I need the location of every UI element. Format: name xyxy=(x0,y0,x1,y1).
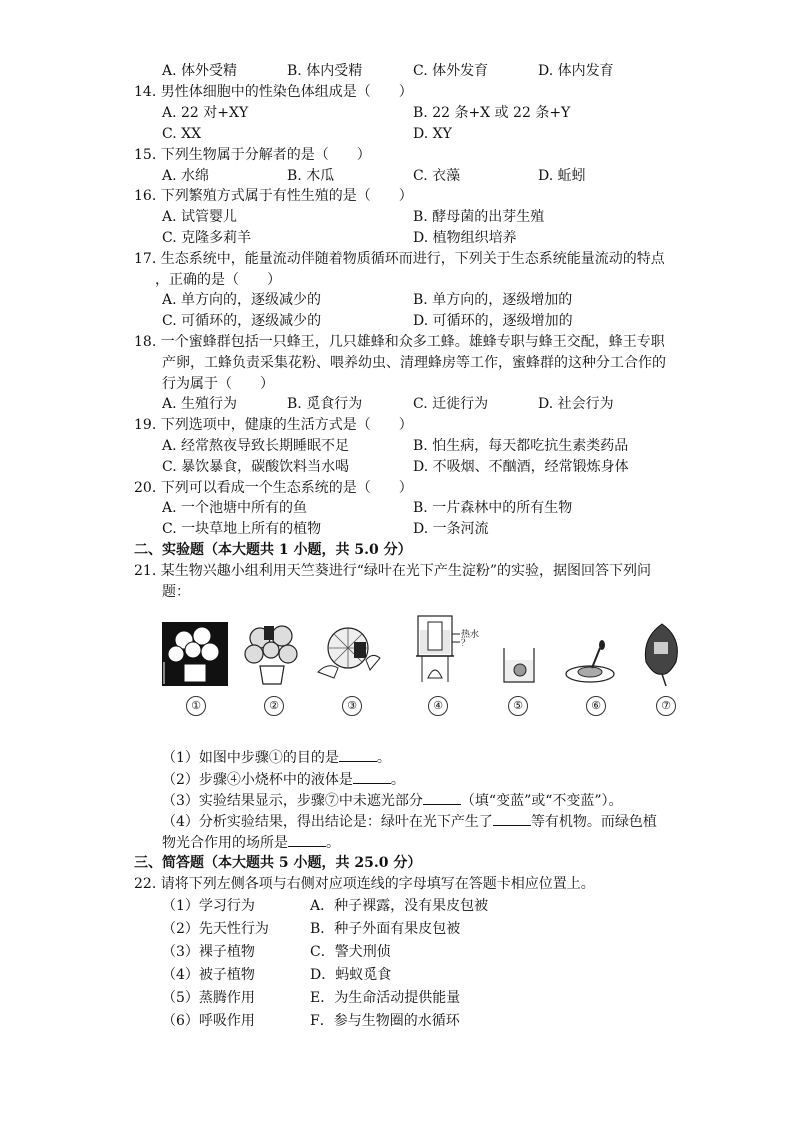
answer-blank[interactable] xyxy=(493,812,531,826)
q18-stem-line1: 18. 一个蜜蜂群包括一只蜂王，几只雄蜂和众多工蜂。雄蜂专职与蜂王交配，蜂王专职 xyxy=(134,334,665,350)
q18-stem-line3: 行为属于（ ） xyxy=(162,376,274,392)
q21-stem-line2: 题： xyxy=(162,584,190,600)
q17-option-a: A. 单方向的，逐级减少的 xyxy=(162,292,322,308)
q16-stem: 16. 下列繁殖方式属于有性生殖的是（ ） xyxy=(134,188,413,204)
q22-right-f: F．参与生物圈的水循环 xyxy=(310,1013,460,1029)
figure-label-1: ① xyxy=(186,696,206,716)
q19-option-d: D. 不吸烟、不酗酒，经常锻炼身体 xyxy=(413,459,629,475)
q18-option-c: C. 迁徙行为 xyxy=(413,396,489,412)
q15-option-c: C. 衣藻 xyxy=(413,168,461,184)
q22-left-1: （1）学习行为 xyxy=(162,898,255,914)
q15-option-a: A. 水绵 xyxy=(162,168,210,184)
q16-option-c: C. 克隆多莉羊 xyxy=(162,230,252,246)
q22-right-c: C．警犬刑侦 xyxy=(310,944,391,960)
q16-option-a: A. 试管婴儿 xyxy=(162,209,238,225)
q21-sub2: （2）步骤④小烧杯中的液体是 。 xyxy=(162,772,405,788)
q20-option-a: A. 一个池塘中所有的鱼 xyxy=(162,500,308,516)
q20-option-d: D. 一条河流 xyxy=(413,521,489,537)
step-3-picking-leaf-image xyxy=(314,618,384,688)
q19-stem: 19. 下列选项中，健康的生活方式是（ ） xyxy=(134,417,413,433)
q22-stem: 22. 请将下列左侧各项与右侧对应项连线的字母填写在答题卡相应位置上。 xyxy=(134,876,595,892)
q17-stem-line1: 17. 生态系统中，能量流动伴随着物质循环而进行，下列关于生态系统能量流动的特点 xyxy=(134,251,665,267)
q14-option-a: A. 22 对+XY xyxy=(162,105,249,121)
step-7-result-leaf-image xyxy=(640,618,684,688)
step-1-dark-plant-image xyxy=(162,622,228,686)
q21-sub3: （3）实验结果显示，步骤⑦中未遮光部分 （填“变蓝”或“不变蓝”）。 xyxy=(162,793,623,809)
q22-left-2: （2）先天性行为 xyxy=(162,921,269,937)
figure-label-5: ⑤ xyxy=(508,696,528,716)
figure-label-7: ⑦ xyxy=(656,696,676,716)
q19-option-c: C. 暴饮暴食，碳酸饮料当水喝 xyxy=(162,459,350,475)
q18-option-a: A. 生殖行为 xyxy=(162,396,238,412)
q22-left-3: （3）裸子植物 xyxy=(162,944,255,960)
unknown-liquid-label: ？ xyxy=(461,639,471,649)
q15-option-b: B. 木瓜 xyxy=(287,168,335,184)
q14-stem: 14. 男性体细胞中的性染色体组成是（ ） xyxy=(134,84,413,100)
experiment-figure xyxy=(162,618,682,718)
q13-option-c: C. 体外发育 xyxy=(413,63,489,79)
q17-option-b: B. 单方向的，逐级增加的 xyxy=(413,292,573,308)
step-4-water-bath-image xyxy=(412,612,484,688)
q13-option-b: B. 体内受精 xyxy=(287,63,363,79)
q17-option-d: D. 可循环的，逐级增加的 xyxy=(413,313,573,329)
q22-right-a: A．种子裸露，没有果皮包被 xyxy=(310,898,489,914)
q16-option-b: B. 酵母菌的出芽生殖 xyxy=(413,209,545,225)
q19-option-a: A. 经常熬夜导致长期睡眠不足 xyxy=(162,438,350,454)
q18-option-d: D. 社会行为 xyxy=(538,396,614,412)
q21-stem-line1: 21. 某生物兴趣小组利用天竺葵进行“绿叶在光下产生淀粉”的实验，据图回答下列问 xyxy=(134,563,652,579)
q20-stem: 20. 下列可以看成一个生态系统的是（ ） xyxy=(134,480,413,496)
q17-option-c: C. 可循环的，逐级减少的 xyxy=(162,313,322,329)
q13-option-d: D. 体内发育 xyxy=(538,63,614,79)
step-6-iodine-dish-image xyxy=(562,618,622,688)
q15-stem: 15. 下列生物属于分解者的是（ ） xyxy=(134,147,371,163)
q20-option-c: C. 一块草地上所有的植物 xyxy=(162,521,322,537)
q17-stem-line2: ，正确的是（ ） xyxy=(155,272,281,288)
q20-option-b: B. 一片森林中的所有生物 xyxy=(413,500,573,516)
q21-sub1: （1）如图中步骤①的目的是 。 xyxy=(162,750,391,766)
section-experiment-heading: 二、实验题（本大题共 1 小题，共 5.0 分） xyxy=(134,542,412,558)
step-2-covered-leaf-image xyxy=(242,618,302,688)
section-short-answer-heading: 三、简答题（本大题共 5 小题，共 25.0 分） xyxy=(134,855,422,871)
figure-label-2: ② xyxy=(264,696,284,716)
q18-option-b: B. 觅食行为 xyxy=(287,396,363,412)
answer-blank[interactable] xyxy=(288,833,326,847)
figure-label-4: ④ xyxy=(428,696,448,716)
q22-right-e: E．为生命活动提供能量 xyxy=(310,990,461,1006)
q19-option-b: B. 怕生病，每天都吃抗生素类药品 xyxy=(413,438,629,454)
q13-option-a: A. 体外受精 xyxy=(162,63,238,79)
q14-option-b: B. 22 条+X 或 22 条+Y xyxy=(413,105,571,121)
q21-sub4-cont: 物光合作用的场所是 。 xyxy=(162,835,340,851)
step-5-rinse-beaker-image xyxy=(498,618,542,688)
q22-left-5: （5）蒸腾作用 xyxy=(162,990,255,1006)
q15-option-d: D. 蚯蚓 xyxy=(538,168,586,184)
q18-stem-line2: 产卵，工蜂负责采集花粉、喂养幼虫、清理蜂房等工作，蜜蜂群的这种分工合作的 xyxy=(162,355,666,371)
answer-blank[interactable] xyxy=(353,770,391,784)
q14-option-d: D. XY xyxy=(413,126,452,142)
figure-label-6: ⑥ xyxy=(586,696,606,716)
q22-right-b: B．种子外面有果皮包被 xyxy=(310,921,461,937)
figure-label-3: ③ xyxy=(342,696,362,716)
answer-blank[interactable] xyxy=(423,791,461,805)
q22-left-6: （6）呼吸作用 xyxy=(162,1013,255,1029)
answer-blank[interactable] xyxy=(339,748,377,762)
q21-sub4: （4）分析实验结果，得出结论是：绿叶在光下产生了 等有机物。而绿色植 xyxy=(162,814,657,830)
hot-water-label: 热水 xyxy=(461,630,480,640)
q22-right-d: D．蚂蚁觅食 xyxy=(310,967,392,983)
q14-option-c: C. XX xyxy=(162,126,202,142)
q16-option-d: D. 植物组织培养 xyxy=(413,230,517,246)
q22-left-4: （4）被子植物 xyxy=(162,967,255,983)
